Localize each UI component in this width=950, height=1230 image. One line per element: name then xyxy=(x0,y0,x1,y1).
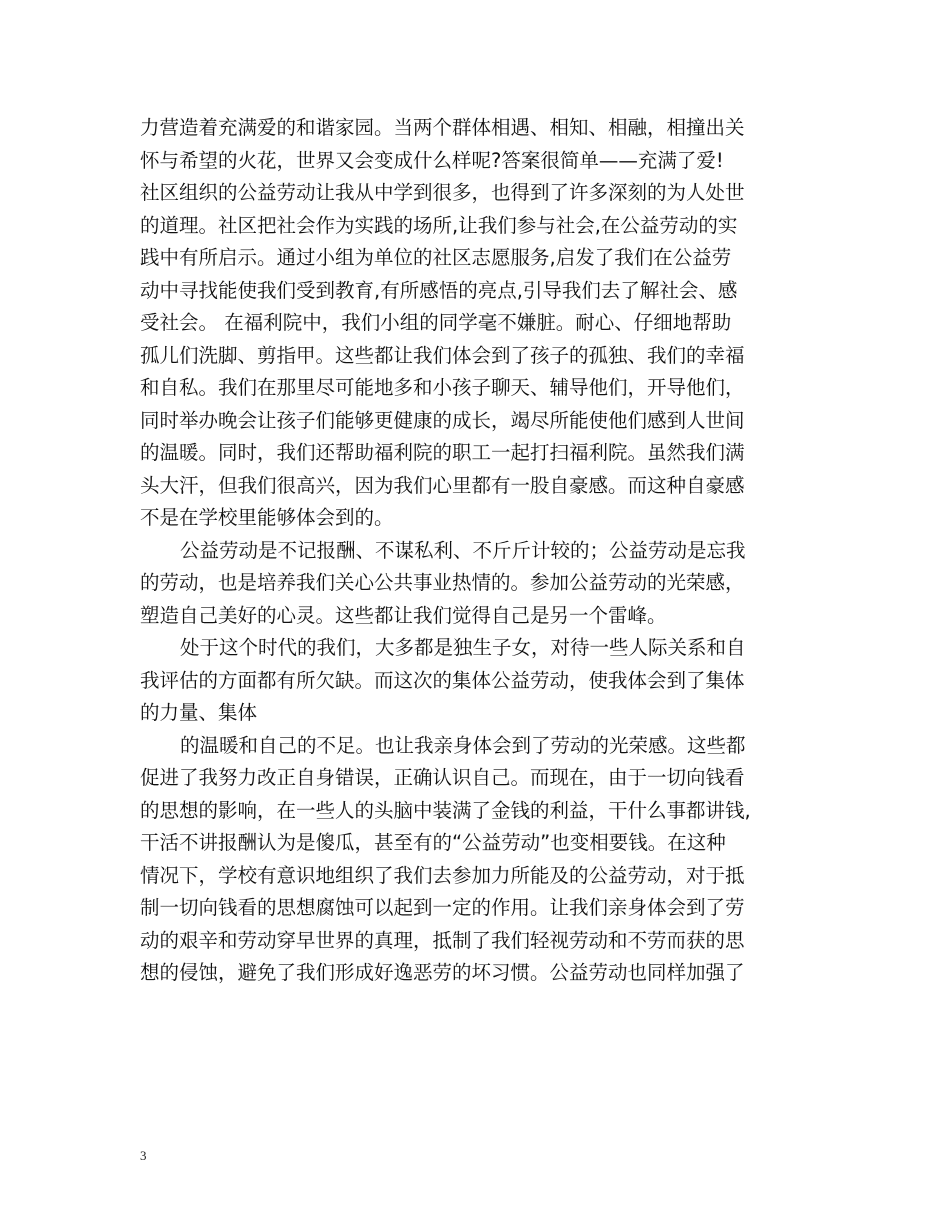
text-line: 促进了我努力改正自身错误，正确认识自己。而现在，由于一切向钱看 xyxy=(140,766,745,789)
page-number: 3 xyxy=(140,1148,147,1163)
text-line: 的思想的影响，在一些人的头脑中装满了金钱的利益，干什么事都讲钱, xyxy=(140,798,751,822)
text-line: 的温暖和自己的不足。也让我亲身体会到了劳动的光荣感。这些都 xyxy=(180,733,746,757)
text-line: 我评估的方面都有所欠缺。而这次的集体公益劳动，使我体会到了集体 xyxy=(140,668,745,692)
text-line: 的劳动，也是培养我们关心公共事业热情的。参加公益劳动的光荣感， xyxy=(140,571,745,594)
text-line: 怀与希望的火花，世界又会变成什么样呢?答案很简单——充满了爱! xyxy=(140,148,724,172)
text-line: 动的艰辛和劳动穿早世界的真理，抵制了我们轻视劳动和不劳而获的思 xyxy=(140,928,745,952)
text-line: 孤儿们洗脚、剪指甲。这些都让我们体会到了孩子的孤独、我们的幸福 xyxy=(140,343,745,367)
text-line: 不是在学校里能够体会到的。 xyxy=(140,506,394,529)
text-line: 处于这个时代的我们，大多都是独生子女，对待一些人际关系和自 xyxy=(180,636,746,659)
text-line: 受社会。 在福利院中，我们小组的同学毫不嫌脏。耐心、仔细地帮助 xyxy=(140,311,732,334)
text-line: 践中有所启示。通过小组为单位的社区志愿服务,启发了我们在公益劳 xyxy=(140,246,732,269)
text-line: 塑造自己美好的心灵。这些都让我们觉得自己是另一个雷峰。 xyxy=(140,603,667,627)
text-line: 公益劳动是不记报酬、不谋私利、不斤斤计较的；公益劳动是忘我 xyxy=(180,538,746,562)
text-line: 和自私。我们在那里尽可能地多和小孩子聊天、辅导他们，开导他们， xyxy=(140,376,745,399)
text-line: 想的侵蚀，避免了我们形成好逸恶劳的坏习惯。公益劳动也同样加强了 xyxy=(140,961,745,984)
text-line: 力营造着充满爱的和谐家园。当两个群体相遇、相知、相融，相撞出关 xyxy=(140,116,745,139)
text-line: 制一切向钱看的思想腐蚀可以起到一定的作用。让我们亲身体会到了劳 xyxy=(140,896,745,919)
text-line: 动中寻找能使我们受到教育,有所感悟的亮点,引导我们去了解社会、感 xyxy=(140,278,738,302)
body-text xyxy=(140,112,820,990)
text-line: 社区组织的公益劳动让我从中学到很多，也得到了许多深刻的为人处世 xyxy=(140,181,745,204)
text-line: 头大汗，但我们很高兴，因为我们心里都有一股自豪感。而这种自豪感 xyxy=(140,473,745,497)
text-line: 干活不讲报酬认为是傻瓜，甚至有的“公益劳动”也变相要钱。在这种 xyxy=(140,831,726,854)
text-line: 同时举办晚会让孩子们能够更健康的成长，竭尽所能使他们感到人世间 xyxy=(140,408,745,432)
text-line: 的力量、集体 xyxy=(140,701,258,724)
text-line: 的温暖。同时，我们还帮助福利院的职工一起打扫福利院。虽然我们满 xyxy=(140,441,745,464)
text-line: 情况下，学校有意识地组织了我们去参加力所能及的公益劳动，对于抵 xyxy=(140,863,745,887)
text-line: 的道理。社区把社会作为实践的场所,让我们参与社会,在公益劳动的实 xyxy=(140,213,738,237)
